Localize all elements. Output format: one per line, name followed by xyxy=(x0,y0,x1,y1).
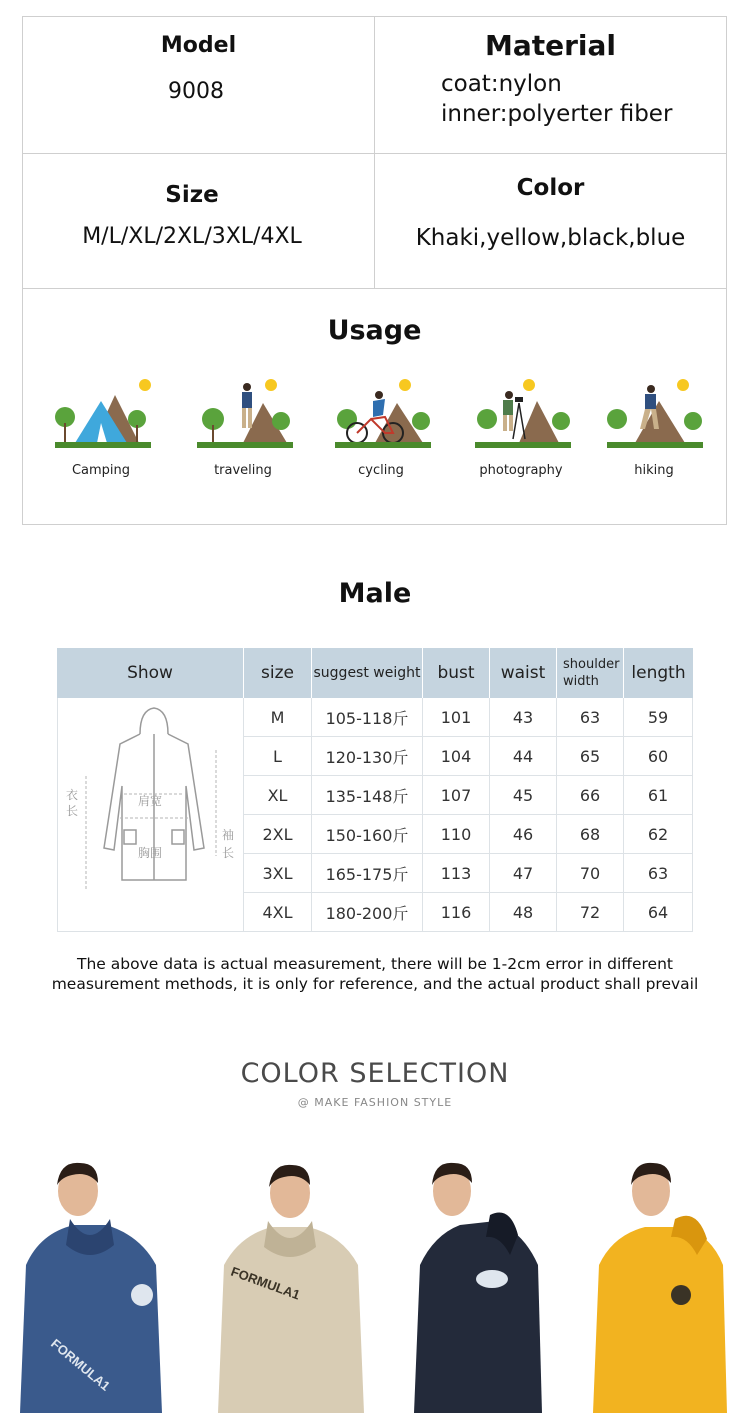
model-blue-jacket-image xyxy=(10,1155,170,1413)
cell-size: 2XL xyxy=(244,815,312,854)
usage-label-traveling: traveling xyxy=(214,463,272,478)
diagram-length-2: 长 xyxy=(66,804,79,818)
jacket-diagram xyxy=(57,698,244,932)
cell-size: 3XL xyxy=(244,854,312,893)
size-value: M/L/XL/2XL/3XL/4XL xyxy=(82,224,302,249)
cell-shoulder: 63 xyxy=(557,698,624,737)
model-khaki-jacket-image xyxy=(210,1155,370,1413)
diagram-shoulder: 肩宽 xyxy=(138,794,163,808)
cell-length: 61 xyxy=(624,776,693,815)
cell-length: 63 xyxy=(624,854,693,893)
header-waist: waist xyxy=(490,648,557,698)
cell-weight: 165-175斤 xyxy=(312,854,423,893)
color-selection-subtitle: @ MAKE FASHION STYLE xyxy=(297,1096,453,1109)
cell-shoulder: 72 xyxy=(557,893,624,932)
measurement-note xyxy=(0,954,750,994)
usage-label-cycling: cycling xyxy=(358,463,404,478)
cell-length: 62 xyxy=(624,815,693,854)
cycling-icon xyxy=(333,373,433,451)
cell-weight: 120-130斤 xyxy=(312,737,423,776)
grid-divider xyxy=(23,153,726,154)
cell-weight: 180-200斤 xyxy=(312,893,423,932)
cell-bust: 107 xyxy=(423,776,490,815)
diagram-length-1: 衣 xyxy=(66,788,79,802)
header-weight: suggest weight xyxy=(312,648,423,698)
cell-waist: 44 xyxy=(490,737,557,776)
header-shoulder xyxy=(557,648,624,698)
cell-size: 4XL xyxy=(244,893,312,932)
cell-waist: 48 xyxy=(490,893,557,932)
cell-bust: 110 xyxy=(423,815,490,854)
cell-shoulder: 66 xyxy=(557,776,624,815)
cell-bust: 113 xyxy=(423,854,490,893)
header-show: Show xyxy=(57,648,244,698)
color-selection-title: COLOR SELECTION xyxy=(240,1058,510,1089)
size-table xyxy=(57,648,693,932)
model-yellow-jacket-image xyxy=(585,1155,745,1413)
cell-waist: 43 xyxy=(490,698,557,737)
cell-length: 59 xyxy=(624,698,693,737)
cell-shoulder: 70 xyxy=(557,854,624,893)
cell-waist: 45 xyxy=(490,776,557,815)
cell-shoulder: 65 xyxy=(557,737,624,776)
material-title: Material xyxy=(484,29,617,62)
cell-waist: 47 xyxy=(490,854,557,893)
hiking-icon xyxy=(605,373,705,451)
jacket-outline-icon xyxy=(58,698,243,930)
size-title: Size xyxy=(165,182,219,208)
usage-title: Usage xyxy=(327,315,422,346)
cell-waist: 46 xyxy=(490,815,557,854)
cell-size: L xyxy=(244,737,312,776)
camping-icon xyxy=(53,373,153,451)
header-shoulder-line1: shoulder xyxy=(563,657,620,672)
usage-label-camping: Camping xyxy=(71,463,131,478)
model-black-jacket-image xyxy=(400,1155,560,1413)
header-length: length xyxy=(624,648,693,698)
cell-length: 60 xyxy=(624,737,693,776)
cell-bust: 104 xyxy=(423,737,490,776)
header-bust: bust xyxy=(423,648,490,698)
size-chart-title: Male xyxy=(338,578,412,609)
cell-size: M xyxy=(244,698,312,737)
color-title: Color xyxy=(516,175,585,201)
cell-weight: 105-118斤 xyxy=(312,698,423,737)
cell-weight: 135-148斤 xyxy=(312,776,423,815)
material-coat: coat:nylon xyxy=(441,71,562,97)
measurement-note-line2: measurement methods, it is only for reference, and the actual product shall prevail xyxy=(51,975,699,993)
diagram-chest: 胸围 xyxy=(138,846,163,860)
svg-text:FORMULA1: FORMULA1 xyxy=(228,1263,302,1303)
diagram-sleeve-1: 袖 xyxy=(222,828,235,842)
material-inner: inner:polyerter fiber xyxy=(441,101,673,127)
usage-label-photography: photography xyxy=(479,463,563,478)
cell-length: 64 xyxy=(624,893,693,932)
cell-weight: 150-160斤 xyxy=(312,815,423,854)
measurement-note-line1: The above data is actual measurement, there will be 1-2cm error in different xyxy=(77,955,673,973)
header-size: size xyxy=(244,648,312,698)
traveling-icon xyxy=(195,373,295,451)
color-value: Khaki,yellow,black,blue xyxy=(415,225,686,251)
header-shoulder-line2: width xyxy=(563,674,599,689)
svg-text:FORMULA1: FORMULA1 xyxy=(48,1335,114,1394)
model-title: Model xyxy=(160,33,237,58)
usage-label-hiking: hiking xyxy=(634,463,674,478)
cell-bust: 116 xyxy=(423,893,490,932)
spec-grid xyxy=(22,16,727,525)
grid-divider xyxy=(23,288,726,289)
cell-bust: 101 xyxy=(423,698,490,737)
cell-shoulder: 68 xyxy=(557,815,624,854)
photography-icon xyxy=(473,373,573,451)
model-value: 9008 xyxy=(168,79,224,104)
cell-size: XL xyxy=(244,776,312,815)
diagram-sleeve-2: 长 xyxy=(222,846,235,860)
